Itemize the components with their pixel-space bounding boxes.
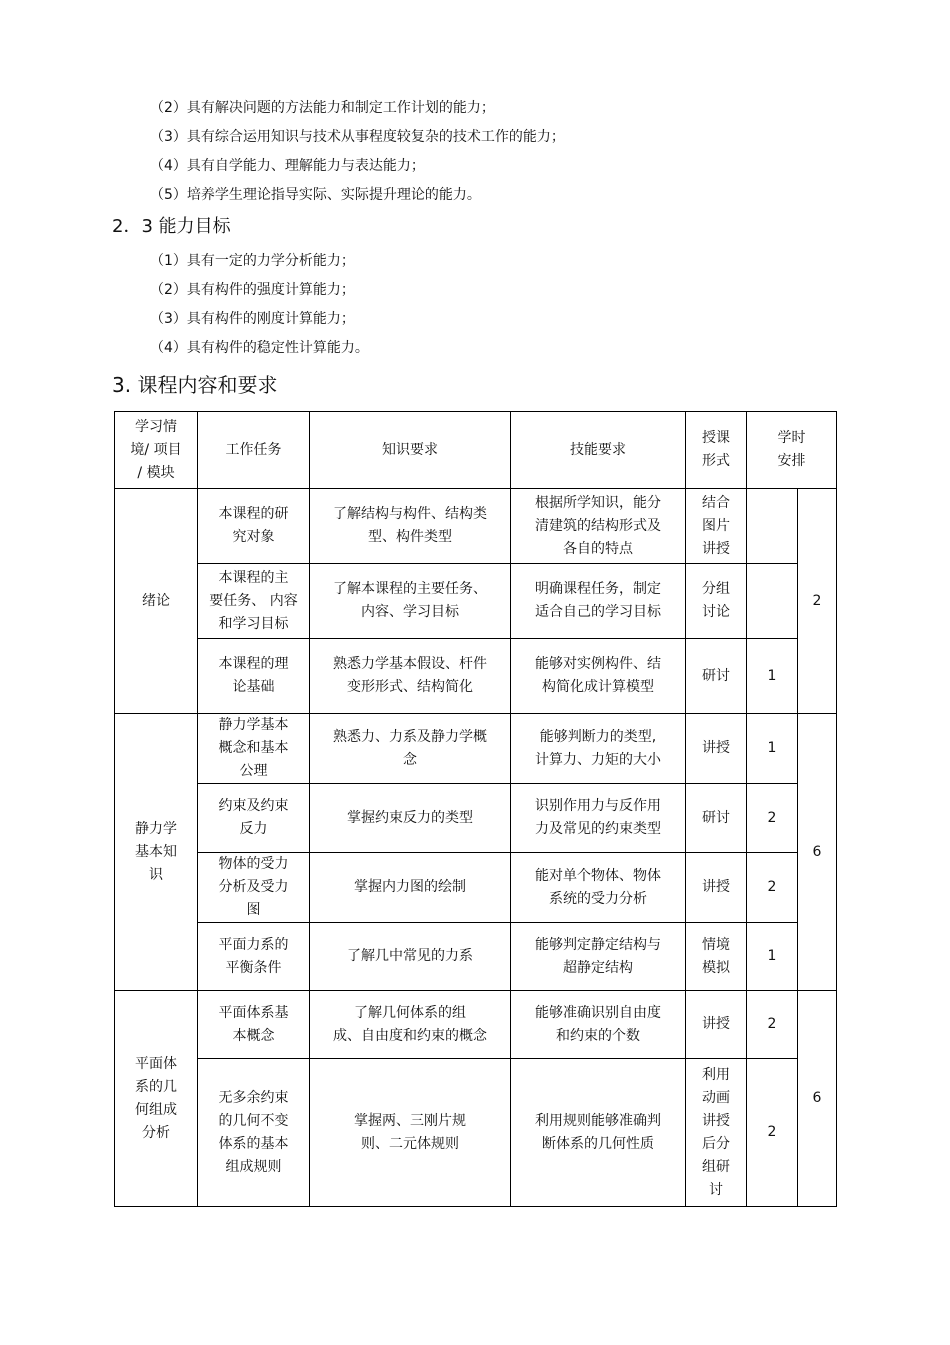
header-task: 工作任务 <box>198 412 310 489</box>
hours-cell: 1 <box>747 639 798 714</box>
list-item: （2）具有构件的强度计算能力； <box>150 282 355 298</box>
total-hours-cell: 6 <box>798 714 837 991</box>
form-cell: 结合 图片 讲授 <box>686 489 747 564</box>
task-cell: 本课程的理 论基础 <box>198 639 310 714</box>
knowledge-cell: 了解几中常见的力系 <box>310 923 511 991</box>
form-cell: 情境 模拟 <box>686 923 747 991</box>
list-item: （5）培养学生理论指导实际、实际提升理论的能力。 <box>150 187 481 203</box>
form-cell: 分组 讨论 <box>686 564 747 639</box>
form-cell: 讲授 <box>686 853 747 923</box>
hours-cell: 1 <box>747 714 798 784</box>
form-cell: 利用 动画 讲授 后分 组研 讨 <box>686 1059 747 1207</box>
table-header-row <box>115 412 837 489</box>
task-cell: 平面力系的 平衡条件 <box>198 923 310 991</box>
task-cell: 静力学基本 概念和基本 公理 <box>198 714 310 784</box>
task-cell: 本课程的主 要任务、 内容 和学习目标 <box>198 564 310 639</box>
hours-cell <box>747 489 798 564</box>
knowledge-cell: 熟悉力学基本假设、杆件 变形形式、结构简化 <box>310 639 511 714</box>
table-row <box>115 991 837 1059</box>
list-item: （4）具有自学能力、理解能力与表达能力； <box>150 158 425 174</box>
hours-cell: 2 <box>747 991 798 1059</box>
knowledge-cell: 了解本课程的主要任务、 内容、学习目标 <box>310 564 511 639</box>
table-row <box>115 489 837 564</box>
hours-cell <box>747 564 798 639</box>
hours-cell: 2 <box>747 1059 798 1207</box>
skill-cell: 能够判断力的类型, 计算力、力矩的大小 <box>511 714 686 784</box>
module-cell: 静力学 基本知 识 <box>115 714 198 991</box>
table-row <box>115 923 837 991</box>
task-cell: 平面体系基 本概念 <box>198 991 310 1059</box>
table-row <box>115 564 837 639</box>
table-row <box>115 853 837 923</box>
table-row <box>115 784 837 853</box>
list-item: （1）具有一定的力学分析能力； <box>150 253 355 269</box>
hours-cell: 2 <box>747 853 798 923</box>
header-form: 授课 形式 <box>686 412 747 489</box>
knowledge-cell: 掌握约束反力的类型 <box>310 784 511 853</box>
task-cell: 无多余约束 的几何不变 体系的基本 组成规则 <box>198 1059 310 1207</box>
skill-cell: 能够判定静定结构与 超静定结构 <box>511 923 686 991</box>
module-cell: 平面体 系的几 何组成 分析 <box>115 991 198 1207</box>
header-knowledge: 知识要求 <box>310 412 511 489</box>
form-cell: 研讨 <box>686 639 747 714</box>
form-cell: 研讨 <box>686 784 747 853</box>
table-row <box>115 714 837 784</box>
task-cell: 约束及约束 反力 <box>198 784 310 853</box>
header-hours: 学时 安排 <box>747 412 837 489</box>
table-row <box>115 639 837 714</box>
knowledge-cell: 了解结构与构件、结构类 型、构件类型 <box>310 489 511 564</box>
hours-cell: 1 <box>747 923 798 991</box>
skill-cell: 能够对实例构件、结 构简化成计算模型 <box>511 639 686 714</box>
table-row <box>115 1059 837 1207</box>
task-cell: 本课程的研 究对象 <box>198 489 310 564</box>
section-heading-content: 3. 课程内容和要求 <box>112 373 278 397</box>
skill-cell: 利用规则能够准确判 断体系的几何性质 <box>511 1059 686 1207</box>
knowledge-cell: 熟悉力、力系及静力学概 念 <box>310 714 511 784</box>
form-cell: 讲授 <box>686 714 747 784</box>
knowledge-cell: 掌握内力图的绘制 <box>310 853 511 923</box>
skill-cell: 能够准确识别自由度 和约束的个数 <box>511 991 686 1059</box>
skill-cell: 能对单个物体、物体 系统的受力分析 <box>511 853 686 923</box>
list-item: （4）具有构件的稳定性计算能力。 <box>150 340 369 356</box>
hours-cell: 2 <box>747 784 798 853</box>
header-module: 学习情 境/ 项目 / 模块 <box>115 412 198 489</box>
skill-cell: 明确课程任务，制定 适合自己的学习目标 <box>511 564 686 639</box>
section-heading-ability: 2．3 能力目标 <box>112 216 231 237</box>
knowledge-cell: 掌握两、三刚片规 则、二元体规则 <box>310 1059 511 1207</box>
knowledge-cell: 了解几何体系的组 成、自由度和约束的概念 <box>310 991 511 1059</box>
list-item: （2）具有解决问题的方法能力和制定工作计划的能力； <box>150 100 495 116</box>
total-hours-cell: 2 <box>798 489 837 714</box>
total-hours-cell: 6 <box>798 991 837 1207</box>
form-cell: 讲授 <box>686 991 747 1059</box>
header-skill: 技能要求 <box>511 412 686 489</box>
skill-cell: 根据所学知识，能分 清建筑的结构形式及 各自的特点 <box>511 489 686 564</box>
list-item: （3）具有构件的刚度计算能力； <box>150 311 355 327</box>
course-content-table <box>114 411 837 1207</box>
module-cell: 绪论 <box>115 489 198 714</box>
list-item: （3）具有综合运用知识与技术从事程度较复杂的技术工作的能力； <box>150 129 565 145</box>
skill-cell: 识别作用力与反作用 力及常见的约束类型 <box>511 784 686 853</box>
task-cell: 物体的受力 分析及受力 图 <box>198 853 310 923</box>
